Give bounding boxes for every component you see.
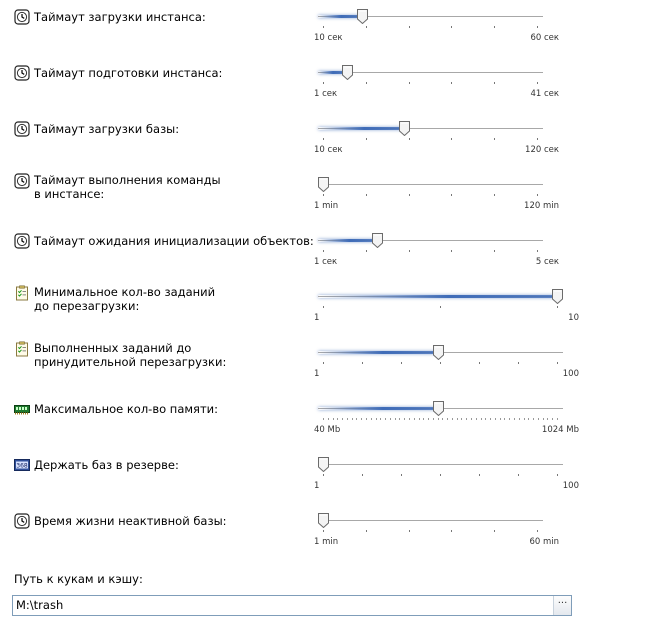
slider-tick: [361, 418, 362, 420]
slider-tick: [519, 418, 520, 420]
slider-min-label: 10 сек: [314, 33, 343, 43]
slider-tick: [451, 82, 452, 84]
slider-fill: [318, 15, 360, 18]
setting-slider[interactable]: [314, 228, 559, 268]
slider-thumb[interactable]: [318, 513, 329, 528]
slider-tick: [323, 26, 324, 28]
path-field: [12, 595, 572, 616]
slider-tick: [401, 362, 402, 364]
slider-tick: [504, 418, 505, 420]
slider-tick: [347, 418, 348, 420]
slider-max-label: 5 сек: [535, 257, 559, 267]
setting-label: Держать баз в резерве:: [34, 458, 179, 472]
slider-tick: [476, 418, 477, 420]
slider-tick: [409, 418, 410, 420]
slider-max-label: 60 сек: [530, 33, 559, 43]
slider-tick: [366, 26, 367, 28]
slider-max-label: 41 сек: [530, 89, 559, 99]
slider-tick: [323, 306, 324, 308]
browse-button[interactable]: ···: [553, 596, 571, 615]
slider-tick: [451, 26, 452, 28]
slider-tick: [543, 418, 544, 420]
slider-tick: [409, 26, 410, 28]
setting-label: Таймаут выполнения команды в инстансе:: [34, 173, 221, 201]
slider-tick: [451, 250, 452, 252]
slider-tick: [428, 418, 429, 420]
slider-ticks: [318, 250, 543, 254]
slider-tick: [323, 194, 324, 196]
slider-tick: [452, 418, 453, 420]
slider-tick: [557, 474, 558, 476]
slider-max-label: 100: [562, 481, 579, 491]
setting-label: Время жизни неактивной базы:: [34, 514, 227, 528]
slider-tick: [409, 138, 410, 140]
slider-tick: [380, 418, 381, 420]
slider-thumb[interactable]: [357, 9, 368, 24]
slider-tick: [495, 418, 496, 420]
slider-tick: [451, 138, 452, 140]
slider-max-label: 100: [562, 369, 579, 379]
slider-min-label: 1: [314, 369, 320, 379]
slider-tick: [404, 418, 405, 420]
slider-ticks: [318, 26, 543, 30]
slider-tick: [537, 82, 538, 84]
slider-tick: [401, 474, 402, 476]
slider-tick: [500, 418, 501, 420]
setting-slider[interactable]: [314, 4, 559, 44]
slider-tick: [390, 418, 391, 420]
slider-tick: [537, 26, 538, 28]
slider-tick: [533, 418, 534, 420]
slider-tick: [337, 418, 338, 420]
setting-slider[interactable]: [314, 508, 559, 548]
slider-tick: [440, 306, 441, 308]
slider-tick: [356, 418, 357, 420]
slider-tick: [366, 138, 367, 140]
slider-ticks: [318, 362, 563, 366]
slider-tick: [479, 362, 480, 364]
slider-tick: [395, 418, 396, 420]
slider-tick: [466, 418, 467, 420]
slider-fill: [318, 71, 345, 74]
setting-label: Таймаут ожидания инициализации объектов:: [34, 234, 314, 248]
slider-thumb[interactable]: [372, 233, 383, 248]
slider-tick: [366, 250, 367, 252]
slider-tick: [409, 82, 410, 84]
setting-slider[interactable]: [314, 340, 579, 380]
slider-tick: [423, 418, 424, 420]
slider-tick: [409, 194, 410, 196]
slider-min-label: 40 Mb: [314, 425, 341, 435]
slider-min-label: 1 min: [314, 537, 339, 547]
slider-tick: [323, 530, 324, 532]
setting-label: Выполненных заданий до принудительной перезагрузки:: [34, 341, 227, 369]
path-label: Путь к кукам и кэшу:: [14, 572, 143, 586]
slider-tick: [494, 26, 495, 28]
database-icon: [14, 457, 30, 473]
setting-slider[interactable]: [314, 116, 559, 156]
slider-tick: [409, 250, 410, 252]
slider-tick: [557, 418, 558, 420]
setting-slider[interactable]: [314, 396, 579, 436]
slider-tick: [471, 418, 472, 420]
slider-tick: [494, 82, 495, 84]
setting-label: Минимальное кол-во заданий до перезагрузки:: [34, 285, 216, 313]
slider-min-label: 1 сек: [314, 257, 338, 267]
slider-ticks: [318, 474, 563, 478]
slider-fill: [318, 127, 402, 130]
slider-track[interactable]: [318, 464, 563, 465]
clock-icon: [14, 65, 30, 81]
slider-max-label: 1024 Mb: [541, 425, 579, 435]
slider-tick: [323, 250, 324, 252]
slider-tick: [490, 418, 491, 420]
slider-max-label: 120 min: [524, 201, 559, 211]
setting-label: Таймаут загрузки базы:: [34, 122, 180, 136]
slider-tick: [414, 418, 415, 420]
slider-track[interactable]: [318, 520, 543, 521]
slider-ticks: [318, 418, 563, 422]
slider-tick: [442, 418, 443, 420]
slider-tick: [494, 530, 495, 532]
clock-icon: [14, 173, 30, 189]
slider-min-label: 1: [314, 481, 320, 491]
setting-slider[interactable]: [314, 172, 559, 212]
slider-tick: [409, 530, 410, 532]
slider-ticks: [318, 138, 543, 142]
slider-tick: [518, 474, 519, 476]
clock-icon: [14, 9, 30, 25]
slider-tick: [451, 194, 452, 196]
slider-track[interactable]: [318, 184, 543, 185]
slider-thumb[interactable]: [433, 345, 444, 360]
slider-tick: [537, 530, 538, 532]
slider-fill: [318, 295, 555, 298]
setting-label: Максимальное кол-во памяти:: [34, 402, 219, 416]
slider-tick: [537, 194, 538, 196]
slider-tick: [328, 418, 329, 420]
slider-tick: [537, 138, 538, 140]
slider-tick: [438, 418, 439, 420]
slider-thumb[interactable]: [433, 401, 444, 416]
slider-tick: [323, 362, 324, 364]
clock-icon: [14, 121, 30, 137]
slider-tick: [371, 418, 372, 420]
slider-tick: [514, 418, 515, 420]
svg-text:368: 368: [16, 462, 28, 470]
setting-slider[interactable]: [314, 452, 579, 492]
slider-tick: [451, 530, 452, 532]
slider-thumb[interactable]: [318, 457, 329, 472]
slider-tick: [323, 138, 324, 140]
slider-tick: [376, 418, 377, 420]
slider-tick: [447, 418, 448, 420]
slider-fill: [318, 351, 436, 354]
slider-tick: [366, 530, 367, 532]
slider-tick: [419, 418, 420, 420]
slider-thumb[interactable]: [318, 177, 329, 192]
clock-icon: [14, 233, 30, 249]
slider-tick: [342, 418, 343, 420]
slider-tick: [333, 418, 334, 420]
slider-fill: [318, 407, 436, 410]
memory-icon: [14, 401, 30, 417]
slider-tick: [323, 82, 324, 84]
slider-tick: [323, 418, 324, 420]
slider-thumb[interactable]: [552, 289, 563, 304]
path-input[interactable]: [13, 596, 559, 615]
slider-ticks: [318, 82, 543, 86]
slider-tick: [537, 250, 538, 252]
slider-tick: [399, 418, 400, 420]
slider-ticks: [318, 194, 543, 198]
slider-tick: [485, 418, 486, 420]
checklist-icon: [14, 285, 30, 301]
slider-tick: [481, 418, 482, 420]
slider-thumb[interactable]: [342, 65, 353, 80]
slider-fill: [318, 239, 375, 242]
slider-tick: [538, 418, 539, 420]
slider-tick: [433, 418, 434, 420]
slider-min-label: 1: [314, 313, 320, 323]
slider-tick: [362, 362, 363, 364]
slider-tick: [366, 418, 367, 420]
slider-tick: [461, 418, 462, 420]
slider-tick: [479, 474, 480, 476]
slider-tick: [352, 418, 353, 420]
slider-tick: [440, 474, 441, 476]
slider-ticks: [318, 306, 563, 310]
slider-tick: [457, 418, 458, 420]
slider-max-label: 10: [568, 313, 579, 323]
slider-max-label: 120 сек: [525, 145, 559, 155]
slider-thumb[interactable]: [399, 121, 410, 136]
setting-label: Таймаут подготовки инстанса:: [34, 66, 223, 80]
slider-tick: [509, 418, 510, 420]
slider-tick: [385, 418, 386, 420]
slider-min-label: 1 сек: [314, 89, 338, 99]
setting-slider[interactable]: [314, 60, 559, 100]
slider-tick: [528, 418, 529, 420]
slider-tick: [366, 82, 367, 84]
slider-tick: [518, 362, 519, 364]
setting-label: Таймаут загрузки инстанса:: [34, 10, 206, 24]
slider-min-label: 10 сек: [314, 145, 343, 155]
slider-tick: [440, 362, 441, 364]
slider-tick: [524, 418, 525, 420]
slider-tick: [362, 474, 363, 476]
clock-icon: [14, 513, 30, 529]
slider-tick: [494, 138, 495, 140]
slider-tick: [557, 306, 558, 308]
slider-tick: [366, 194, 367, 196]
slider-max-label: 60 min: [529, 537, 559, 547]
checklist-icon: [14, 341, 30, 357]
slider-ticks: [318, 530, 543, 534]
slider-tick: [323, 474, 324, 476]
slider-min-label: 1 min: [314, 201, 339, 211]
slider-tick: [494, 194, 495, 196]
slider-tick: [494, 250, 495, 252]
slider-tick: [557, 362, 558, 364]
slider-tick: [552, 418, 553, 420]
slider-tick: [547, 418, 548, 420]
setting-slider[interactable]: [314, 284, 579, 324]
